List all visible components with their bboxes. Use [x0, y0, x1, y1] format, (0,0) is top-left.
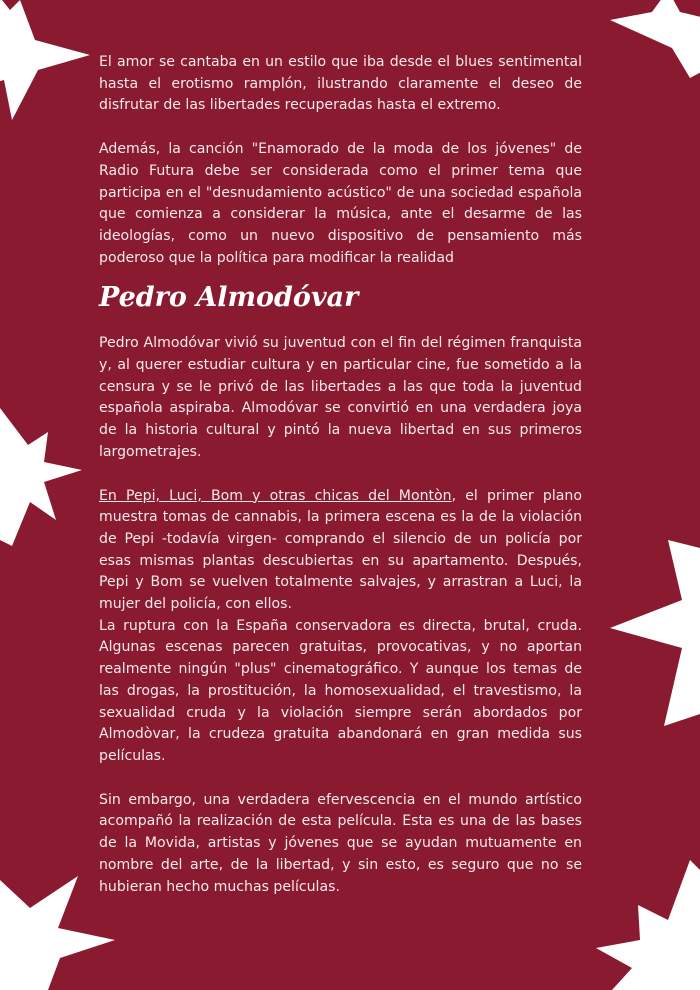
- paragraph-spacer: [99, 768, 582, 790]
- star-burst-bottom-right: [596, 860, 700, 990]
- paragraph-rupture: La ruptura con la España conservadora es directa, brutal, cruda. Algunas escenas parecen gratuitas, provocativas, y no aportan realmente ningún "plus" cinematográfico. Y aunque los temas de las drogas, la prostitución, la homosexualidad, el travestismo, la sexualidad cruda y la violación siempre serán abordados por Almodòvar, la crudeza gratuita abandonará en gran medida sus películas.: [99, 617, 582, 764]
- paragraph-spacer: [99, 464, 582, 486]
- paragraph-pepi-luci-bom: [99, 486, 582, 616]
- star-burst-top-left: [0, 0, 90, 120]
- star-burst-left-middle: [0, 408, 82, 546]
- paragraph-pepi-text: , el primer plano muestra tomas de cannabis, la primera escena es la de la violación de Pepi -todavía virgen- comprando el silencio de un policía por esas mismas plantas descubiertas en su apartamento. Después, Pepi y Bom se vuelven totalmente salvajes, y arrastran a Luci, la mujer del policía, con ellos.: [99, 487, 582, 613]
- film-title-link[interactable]: En Pepi, Luci, Bom y otras chicas del Montòn: [99, 487, 452, 504]
- section-heading: Pedro Almodóvar: [99, 282, 359, 314]
- article-body: [99, 52, 582, 898]
- star-burst-top-right: [610, 0, 700, 78]
- paragraph-almodovar-youth: Pedro Almodóvar vivió su juventud con el fin del régimen franquista y, al querer estudiar cultura y en particular cine, fue sometido a la censura y se le privó de las libertades a las que toda la juventud española aspiraba. Almodóvar se convirtió en una verdadera joya de la historia cultural y pintó la nueva libertad en sus primeros largometrajes.: [99, 335, 582, 460]
- paragraph-radio-futura: Además, la canción "Enamorado de la moda de los jóvenes" de Radio Futura debe ser considerada como el primer tema que participa en el "desnudamiento acústico" de una sociedad española que comienza a considerar la música, ante el desarme de las ideologías, como un nuevo dispositivo de pensamiento más poderoso que la política para modificar la realidad: [99, 141, 582, 266]
- paragraph-spacer: [99, 117, 582, 139]
- paragraph-effervescence: Sin embargo, una verdadera efervescencia en el mundo artístico acompañó la realización de esta película. Esta es una de las bases de la Movida, artistas y jóvenes que se ayudan mutuamente en nombre del arte, de la libertad, y sin esto, es seguro que no se hubieran hecho muchas películas.: [99, 791, 582, 895]
- star-burst-bottom-left: [0, 876, 115, 990]
- star-burst-right-middle: [610, 540, 700, 726]
- paragraph-love-songs: El amor se cantaba en un estilo que iba desde el blues sentimental hasta el erotismo ramplón, ilustrando claramente el deseo de disfrutar de las libertades recuperadas hasta el extremo.: [99, 54, 582, 114]
